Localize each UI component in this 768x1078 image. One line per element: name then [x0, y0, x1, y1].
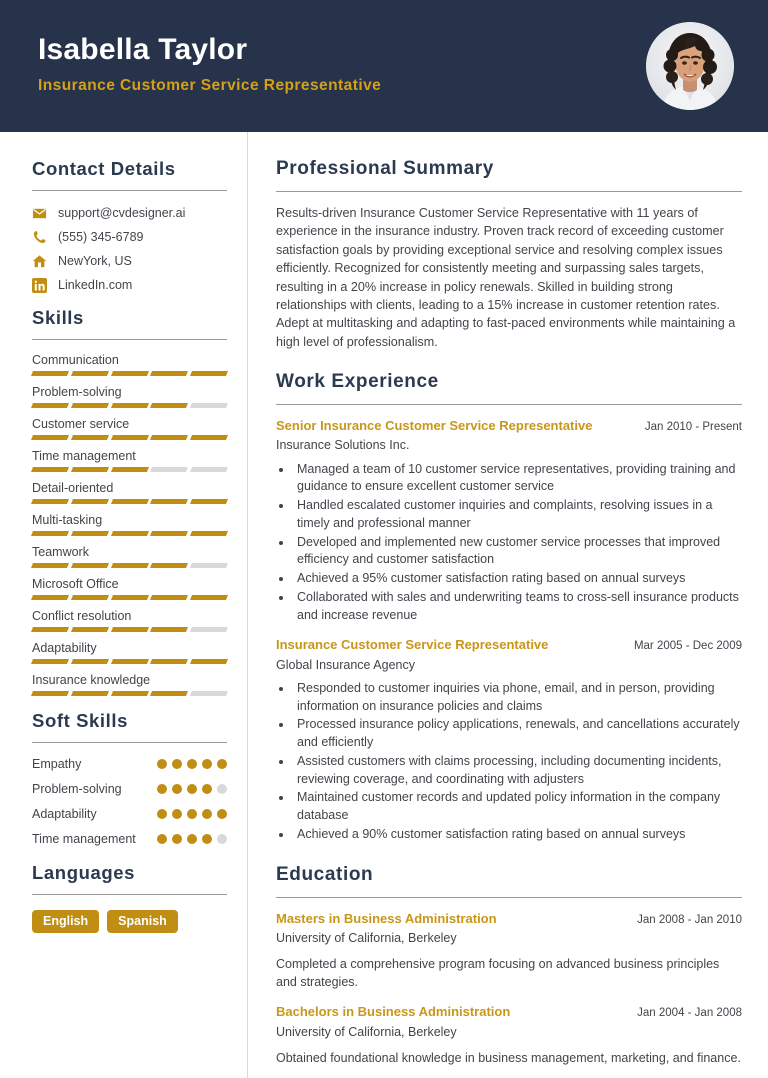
- degree-title: Masters in Business Administration: [276, 910, 497, 926]
- skill-level-bar: [32, 403, 227, 408]
- work-experience-entry: [276, 418, 742, 624]
- skill-bar-segment: [111, 531, 149, 536]
- skill-bar-segment: [71, 595, 109, 600]
- rating-dot: [172, 809, 182, 819]
- work-experience-heading: Work Experience: [276, 371, 439, 392]
- skill-bar-segment: [71, 563, 109, 568]
- skill-bar-segment: [150, 467, 188, 472]
- degree-description: Completed a comprehensive program focusing on advanced business principles and strategies.: [276, 957, 720, 990]
- work-experience-list: [276, 418, 742, 844]
- section-divider: [32, 190, 227, 191]
- skill-level-bar: [32, 467, 227, 472]
- skill-label: Detail-oriented: [32, 481, 114, 495]
- skill-bar-segment: [71, 403, 109, 408]
- soft-skill-rating: [157, 781, 227, 794]
- contact-email-value: support@cvdesigner.ai: [58, 206, 186, 220]
- soft-skill-label: Empathy: [32, 757, 82, 771]
- section-divider: [32, 894, 227, 895]
- skill-item: [32, 449, 227, 472]
- job-bullet: • Assisted customers with claims processing, including documenting incidents, reviewing coverage, and coordinating with adjusters: [293, 753, 742, 789]
- skill-bar-segment: [31, 659, 69, 664]
- rating-dot: [217, 809, 227, 819]
- rating-dot: [172, 834, 182, 844]
- skill-label: Insurance knowledge: [32, 673, 151, 687]
- contact-item-phone[interactable]: [32, 230, 227, 245]
- skill-bar-segment: [150, 499, 188, 504]
- skill-item: [32, 545, 227, 568]
- entry-header: [276, 1004, 742, 1020]
- section-soft-skills: [32, 710, 227, 848]
- skill-bar-segment: [150, 691, 188, 696]
- skill-level-bar: [32, 563, 227, 568]
- contact-phone-value: (555) 345-6789: [58, 230, 144, 244]
- soft-skill-rating: [157, 756, 227, 769]
- skill-bar-segment: [150, 435, 188, 440]
- soft-skill-item: [32, 831, 227, 848]
- skill-item: [32, 417, 227, 440]
- header-job-title: Insurance Customer Service Representative: [38, 77, 382, 94]
- company-name: Global Insurance Agency: [276, 657, 415, 672]
- skill-bar-segment: [111, 595, 149, 600]
- skill-item: [32, 513, 227, 536]
- soft-skill-item: [32, 756, 227, 773]
- soft-skills-list: [32, 756, 227, 848]
- skill-item: [32, 641, 227, 664]
- degree-title: Bachelors in Business Administration: [276, 1004, 511, 1020]
- skill-label: Problem-solving: [32, 385, 122, 399]
- skill-bar-segment: [111, 403, 149, 408]
- skill-bar-segment: [71, 659, 109, 664]
- language-tag[interactable]: Spanish: [107, 910, 178, 934]
- skill-bar-segment: [190, 627, 228, 632]
- skill-bar-segment: [71, 371, 109, 376]
- skill-bar-segment: [111, 659, 149, 664]
- skill-bar-segment: [111, 563, 149, 568]
- main-content: [248, 132, 768, 1078]
- resume-body: [0, 132, 768, 1078]
- skill-bar-segment: [190, 563, 228, 568]
- rating-dot: [172, 784, 182, 794]
- skill-label: Multi-tasking: [32, 513, 103, 527]
- soft-skill-label: Adaptability: [32, 806, 97, 821]
- section-work-experience: [276, 371, 742, 844]
- skill-bar-segment: [31, 371, 69, 376]
- skill-bar-segment: [190, 371, 228, 376]
- contact-list: [32, 206, 227, 293]
- skill-level-bar: [32, 659, 227, 664]
- skill-bar-segment: [190, 403, 228, 408]
- skill-label: Communication: [32, 353, 119, 367]
- school-name: University of California, Berkeley: [276, 1024, 457, 1039]
- skill-bar-segment: [71, 531, 109, 536]
- company-name: Insurance Solutions Inc.: [276, 438, 410, 453]
- degree-date-range: Jan 2008 - Jan 2010: [637, 913, 742, 926]
- profile-photo-icon: [646, 22, 734, 110]
- contact-location-value: NewYork, US: [58, 254, 132, 268]
- job-date-range: Jan 2010 - Present: [644, 421, 742, 433]
- education-entry: [276, 1004, 742, 1067]
- school-name: University of California, Berkeley: [276, 930, 457, 945]
- education-list: [276, 911, 742, 1067]
- skill-bar-segment: [31, 627, 69, 632]
- skill-bar-segment: [111, 627, 149, 632]
- rating-dot: [202, 834, 212, 844]
- skill-bar-segment: [190, 467, 228, 472]
- job-bullet: • Responded to customer inquiries via phone, email, and in person, providing information on insurance policies and claims: [293, 680, 742, 716]
- skill-label: Customer service: [32, 417, 130, 431]
- skill-bar-segment: [111, 371, 149, 376]
- contact-linkedin-value: LinkedIn.com: [58, 278, 133, 292]
- job-bullet: • Achieved a 95% customer satisfaction rating based on annual surveys: [293, 570, 742, 588]
- soft-skill-rating: [157, 806, 227, 819]
- soft-skill-item: [32, 781, 227, 798]
- soft-skill-rating: [157, 831, 227, 844]
- section-divider: [276, 897, 742, 898]
- skill-bar-segment: [190, 435, 228, 440]
- professional-summary-text: Results-driven Insurance Customer Service Representative with 11 years of experience in the insurance industry. Proven track record of exceeding customer satisfaction goals by providing exceptional service and resolving complex issues efficiently. Recognized for consistently meeting and surpassing sales targets, resulting in a 20% increase in policy renewals. Skilled in building strong relationships with clients, leading to a 15% increase in customer retention rates. Adept at multitasking and adapting to fast-paced environments while maintaining a high level of professionalism.: [276, 206, 736, 349]
- job-bullet-list: [293, 461, 742, 625]
- skill-item: [32, 577, 227, 600]
- skill-level-bar: [32, 627, 227, 632]
- soft-skill-label: Problem-solving: [32, 781, 122, 796]
- skill-bar-segment: [150, 595, 188, 600]
- page-title: Isabella Taylor: [38, 33, 248, 66]
- soft-skills-heading: Soft Skills: [32, 710, 129, 731]
- header-text-group: [38, 33, 381, 99]
- skill-bar-segment: [150, 563, 188, 568]
- contact-item-linkedin[interactable]: [32, 278, 227, 293]
- rating-dot: [157, 834, 167, 844]
- skill-label: Time management: [32, 449, 136, 463]
- skill-bar-segment: [150, 627, 188, 632]
- skill-label: Conflict resolution: [32, 609, 132, 623]
- skill-item: [32, 385, 227, 408]
- skill-bar-segment: [71, 691, 109, 696]
- degree-date-range: Jan 2004 - Jan 2008: [637, 1007, 742, 1020]
- soft-skill-item: [32, 806, 227, 823]
- section-languages: [32, 862, 227, 934]
- skill-level-bar: [32, 531, 227, 536]
- section-skills: [32, 307, 227, 696]
- skill-item: [32, 353, 227, 376]
- contact-item-email[interactable]: [32, 206, 227, 221]
- skill-bar-segment: [190, 691, 228, 696]
- rating-dot: [217, 759, 227, 769]
- skill-level-bar: [32, 691, 227, 696]
- skill-bar-segment: [31, 691, 69, 696]
- section-divider: [32, 742, 227, 743]
- job-bullet: • Maintained customer records and updated policy information in the company database: [293, 789, 742, 825]
- section-divider: [32, 339, 227, 340]
- job-bullet-list: [293, 680, 742, 844]
- skill-bar-segment: [190, 659, 228, 664]
- professional-summary-heading: Professional Summary: [276, 158, 494, 179]
- job-title: Senior Insurance Customer Service Representative: [276, 418, 593, 433]
- skill-bar-segment: [71, 499, 109, 504]
- rating-dot: [202, 784, 212, 794]
- rating-dot: [187, 759, 197, 769]
- skill-level-bar: [32, 499, 227, 504]
- rating-dot: [187, 809, 197, 819]
- skill-bar-segment: [31, 435, 69, 440]
- languages-heading: Languages: [32, 861, 136, 883]
- skill-bar-segment: [150, 371, 188, 376]
- rating-dot: [202, 759, 212, 769]
- phone-icon: [32, 230, 47, 245]
- entry-header: [276, 418, 742, 434]
- resume-header: [0, 0, 768, 132]
- skill-bar-segment: [111, 691, 149, 696]
- avatar: [646, 22, 734, 110]
- skill-bar-segment: [31, 467, 69, 472]
- skill-bar-segment: [150, 659, 188, 664]
- job-bullet: • Processed insurance policy applications, renewals, and cancellations accurately and efficiently: [293, 716, 742, 752]
- rating-dot: [202, 809, 212, 819]
- job-bullet: • Achieved a 90% customer satisfaction rating based on annual surveys: [293, 826, 742, 844]
- job-bullet: • Collaborated with sales and underwriting teams to cross-sell insurance products and increase revenue: [293, 589, 742, 625]
- skill-bar-segment: [150, 531, 188, 536]
- soft-skill-label: Time management: [32, 831, 136, 846]
- skill-bar-segment: [31, 499, 69, 504]
- education-heading: Education: [276, 863, 374, 885]
- skills-heading: Skills: [32, 307, 84, 328]
- rating-dot: [172, 759, 182, 769]
- skill-level-bar: [32, 371, 227, 376]
- skill-bar-segment: [111, 467, 149, 472]
- section-divider: [276, 191, 742, 192]
- work-experience-entry: [276, 637, 742, 843]
- skill-label: Adaptability: [32, 641, 97, 655]
- skill-bar-segment: [150, 403, 188, 408]
- skill-bar-segment: [31, 403, 69, 408]
- rating-dot: [157, 759, 167, 769]
- home-icon: [32, 254, 47, 269]
- contact-item-location[interactable]: [32, 254, 227, 269]
- section-education: [276, 864, 742, 1067]
- rating-dot: [187, 834, 197, 844]
- linkedin-icon: [32, 278, 47, 293]
- skill-bar-segment: [71, 627, 109, 632]
- job-bullet: • Developed and implemented new customer service processes that improved efficiency and customer satisfaction: [293, 534, 742, 570]
- job-bullet: • Handled escalated customer inquiries and complaints, resolving issues in a timely and professional manner: [293, 497, 742, 533]
- rating-dot: [187, 784, 197, 794]
- skills-list: [32, 353, 227, 696]
- language-tag[interactable]: English: [32, 910, 99, 934]
- section-professional-summary: [276, 158, 742, 351]
- skill-bar-segment: [31, 531, 69, 536]
- rating-dot: [217, 784, 227, 794]
- skill-bar-segment: [190, 595, 228, 600]
- contact-details-heading: Contact Details: [32, 158, 176, 179]
- skill-item: [32, 609, 227, 632]
- skill-bar-segment: [71, 435, 109, 440]
- skill-level-bar: [32, 595, 227, 600]
- envelope-icon: [32, 206, 47, 221]
- skill-bar-segment: [190, 531, 228, 536]
- skill-bar-segment: [31, 595, 69, 600]
- skill-bar-segment: [190, 499, 228, 504]
- skill-bar-segment: [31, 563, 69, 568]
- entry-header: [276, 911, 742, 927]
- rating-dot: [157, 784, 167, 794]
- skill-item: [32, 481, 227, 504]
- job-bullet: • Managed a team of 10 customer service representatives, providing training and guidance to ensure excellent customer service: [293, 461, 742, 497]
- education-entry: [276, 911, 742, 992]
- skill-bar-segment: [111, 499, 149, 504]
- skill-label: Teamwork: [32, 545, 89, 559]
- section-divider: [276, 404, 742, 405]
- job-date-range: Mar 2005 - Dec 2009: [633, 640, 742, 653]
- degree-description: Obtained foundational knowledge in business management, marketing, and finance.: [276, 1050, 741, 1065]
- skill-label: Microsoft Office: [32, 577, 119, 591]
- skill-item: [32, 673, 227, 696]
- sidebar: [0, 132, 248, 1078]
- skill-level-bar: [32, 435, 227, 440]
- entry-header: [276, 637, 742, 653]
- rating-dot: [157, 809, 167, 819]
- section-contact-details: [32, 158, 227, 293]
- skill-bar-segment: [111, 435, 149, 440]
- rating-dot: [217, 834, 227, 844]
- skill-bar-segment: [71, 467, 109, 472]
- language-tag-list: [32, 910, 227, 934]
- job-title: Insurance Customer Service Representative: [276, 637, 549, 653]
